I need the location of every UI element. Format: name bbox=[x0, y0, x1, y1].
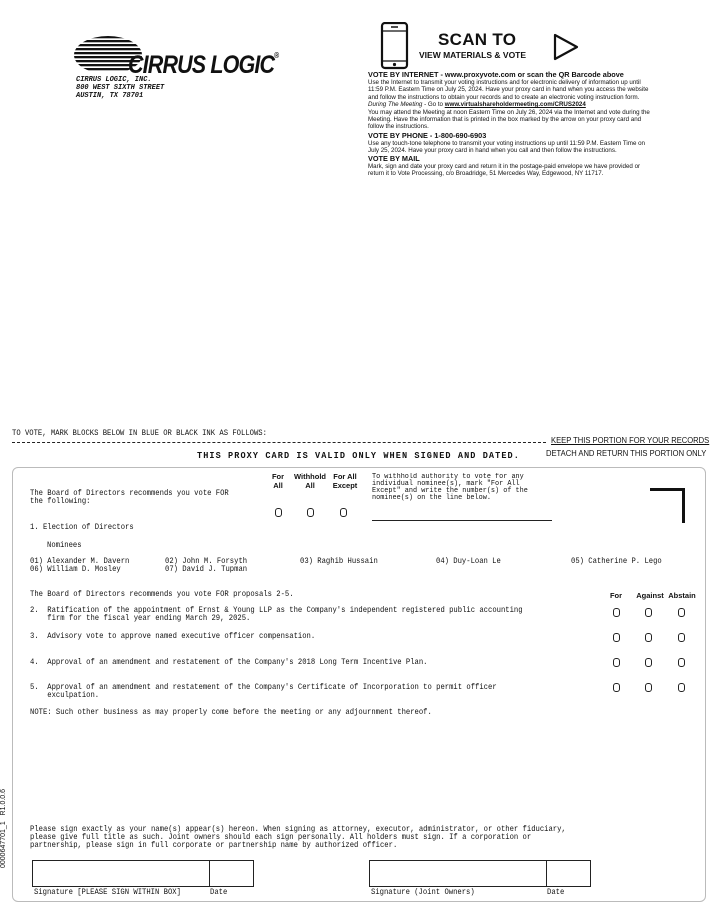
mark-instruction: TO VOTE, MARK BLOCKS BELOW IN BLUE OR BLACK INK AS FOLLOWS: bbox=[12, 429, 267, 438]
logo-wordmark: CIRRUS LOGIC® bbox=[128, 51, 279, 79]
mail-heading: VOTE BY MAIL bbox=[368, 154, 420, 164]
nominees-label: Nominees bbox=[47, 541, 82, 550]
date-box[interactable] bbox=[209, 860, 254, 887]
col-withhold-all: Withhold All bbox=[293, 472, 326, 490]
proposal-4-against-checkbox[interactable] bbox=[645, 658, 652, 667]
meeting-middle: - Go to bbox=[422, 101, 445, 109]
play-arrow-icon bbox=[552, 32, 580, 62]
checkbox-withhold-all[interactable] bbox=[307, 508, 314, 517]
meeting-url-link[interactable]: www.virtualshareholdermeeting.com/CRUS2024 bbox=[444, 101, 586, 109]
proposal-2-against-checkbox[interactable] bbox=[645, 608, 652, 617]
checkbox-for-all[interactable] bbox=[275, 508, 282, 517]
proposal-5-against-checkbox[interactable] bbox=[645, 683, 652, 692]
nominee-6: 06) William D. Mosley bbox=[30, 565, 121, 574]
proposal-3-against-checkbox[interactable] bbox=[645, 633, 652, 642]
proposal-5-for-checkbox[interactable] bbox=[613, 683, 620, 692]
phone-heading: VOTE BY PHONE - 1-800-690-6903 bbox=[368, 130, 487, 140]
proposal-2: 2. Ratification of the appointment of Ernst & Young LLP as the Company's independent registered public accounting firm for the fiscal year ending March 29, 2025. bbox=[30, 606, 523, 623]
address-line: CIRRUS LOGIC, INC. bbox=[76, 76, 152, 84]
checkbox-for-all-except[interactable] bbox=[340, 508, 347, 517]
internet-text: Use the Internet to transmit your voting instructions and for electronic delivery of information up until 11:59 P.M. Eastern Time on July 25, 2024. Have your proxy card in hand when you access the website and follow the instructions to obtain your records and to create an electronic voting instruction form. bbox=[368, 79, 649, 101]
proposal-3-for-checkbox[interactable] bbox=[613, 633, 620, 642]
phone-text: Use any touch-tone telephone to transmit your voting instructions up until 11:59 P.M. Eastern Time on July 25, 2024. Have your proxy card in hand when you call and then follow the instructions. bbox=[368, 139, 645, 154]
detach-line bbox=[12, 442, 546, 443]
proposal-3-abstain-checkbox[interactable] bbox=[678, 633, 685, 642]
company-address bbox=[76, 76, 164, 100]
board-recommendation-1: The Board of Directors recommends you vote FOR the following: bbox=[30, 489, 229, 506]
nominee-5: 05) Catherine P. Lego bbox=[571, 557, 662, 566]
proposal-5: 5. Approval of an amendment and restatement of the Company's Certificate of Incorporation to permit officer exculpation. bbox=[30, 683, 497, 700]
col-for-all: For All bbox=[271, 472, 285, 490]
nominee-7: 07) David J. Tupman bbox=[165, 565, 248, 574]
corner-mark-icon bbox=[650, 488, 685, 523]
scan-title: SCAN TO bbox=[438, 30, 517, 49]
signature-joint-box[interactable] bbox=[369, 860, 547, 887]
proposal-3: 3. Advisory vote to approve named executive officer compensation. bbox=[30, 632, 316, 641]
valid-notice: THIS PROXY CARD IS VALID ONLY WHEN SIGNED AND DATED. bbox=[197, 450, 520, 461]
scan-subtitle: VIEW MATERIALS & VOTE bbox=[419, 50, 527, 60]
sign-instructions: Please sign exactly as your name(s) appear(s) hereon. When signing as attorney, executor, administrator, or other fiduciary, please give full title as such. Joint owners should each sign personally. All holders must sign. If a corporation or partnership, please sign in full corporate or partnership name by authorized officer. bbox=[30, 825, 566, 850]
note-text: NOTE: Such other business as may properly come before the meeting or any adjournment thereof. bbox=[30, 708, 432, 717]
item-election: 1. Election of Directors bbox=[30, 523, 134, 532]
date-box-2[interactable] bbox=[546, 860, 591, 887]
side-code: 0000647701_1 R1.0.0.6 bbox=[0, 788, 7, 868]
nominee-4: 04) Duy-Loan Le bbox=[436, 557, 501, 566]
mail-text: Mark, sign and date your proxy card and return it in the postage-paid envelope we have provided or return it to Vote Processing, c/o Broadridge, 51 Mercedes Way, Edgewood, NY 11717. bbox=[368, 163, 641, 178]
board-recommendation-2: The Board of Directors recommends you vote FOR proposals 2-5. bbox=[30, 590, 294, 599]
proposal-4: 4. Approval of an amendment and restatement of the Company's 2018 Long Term Incentive Plan. bbox=[30, 658, 428, 667]
voting-instructions bbox=[368, 70, 655, 178]
proposal-5-abstain-checkbox[interactable] bbox=[678, 683, 685, 692]
proposal-4-for-checkbox[interactable] bbox=[613, 658, 620, 667]
signature-joint-label: Signature (Joint Owners) bbox=[371, 888, 475, 897]
nominee-3: 03) Raghib Hussain bbox=[300, 557, 378, 566]
meeting-text: You may attend the Meeting at noon Eastern Time on July 26, 2024 via the Internet and vote during the Meeting. Have the information that is printed in the box marked by the arrow on your proxy card and follow the instructions. bbox=[368, 108, 650, 131]
col-for-all-except: For All Except bbox=[332, 472, 358, 490]
withhold-instruction: To withhold authority to vote for any individual nominee(s), mark "For All Except" and write the number(s) of the nominee(s) on the line below. bbox=[372, 473, 528, 502]
date-label-2: Date bbox=[547, 888, 565, 897]
proposal-2-for-checkbox[interactable] bbox=[613, 608, 620, 617]
internet-heading: VOTE BY INTERNET - www.proxyvote.com or scan the QR Barcode above bbox=[368, 70, 624, 79]
proposal-2-abstain-checkbox[interactable] bbox=[678, 608, 685, 617]
col-abstain: Abstain bbox=[668, 591, 696, 600]
company-logo bbox=[72, 34, 302, 79]
nominee-exception-line[interactable] bbox=[372, 520, 552, 521]
col-for: For bbox=[609, 591, 623, 600]
return-portion-label: DETACH AND RETURN THIS PORTION ONLY bbox=[546, 449, 707, 458]
nominee-2: 02) John M. Forsyth bbox=[165, 557, 248, 566]
signature-box[interactable] bbox=[32, 860, 210, 887]
keep-portion-label: KEEP THIS PORTION FOR YOUR RECORDS bbox=[551, 436, 710, 445]
nominee-1: 01) Alexander M. Davern bbox=[30, 557, 130, 566]
signature-label: Signature [PLEASE SIGN WITHIN BOX] bbox=[34, 888, 181, 897]
col-against: Against bbox=[636, 591, 664, 600]
address-line: 800 WEST SIXTH STREET bbox=[76, 84, 165, 92]
meeting-prefix: During The Meeting bbox=[368, 101, 423, 109]
phone-icon bbox=[380, 22, 410, 70]
address-line: AUSTIN, TX 78701 bbox=[76, 92, 144, 100]
proposal-4-abstain-checkbox[interactable] bbox=[678, 658, 685, 667]
date-label: Date bbox=[210, 888, 228, 897]
